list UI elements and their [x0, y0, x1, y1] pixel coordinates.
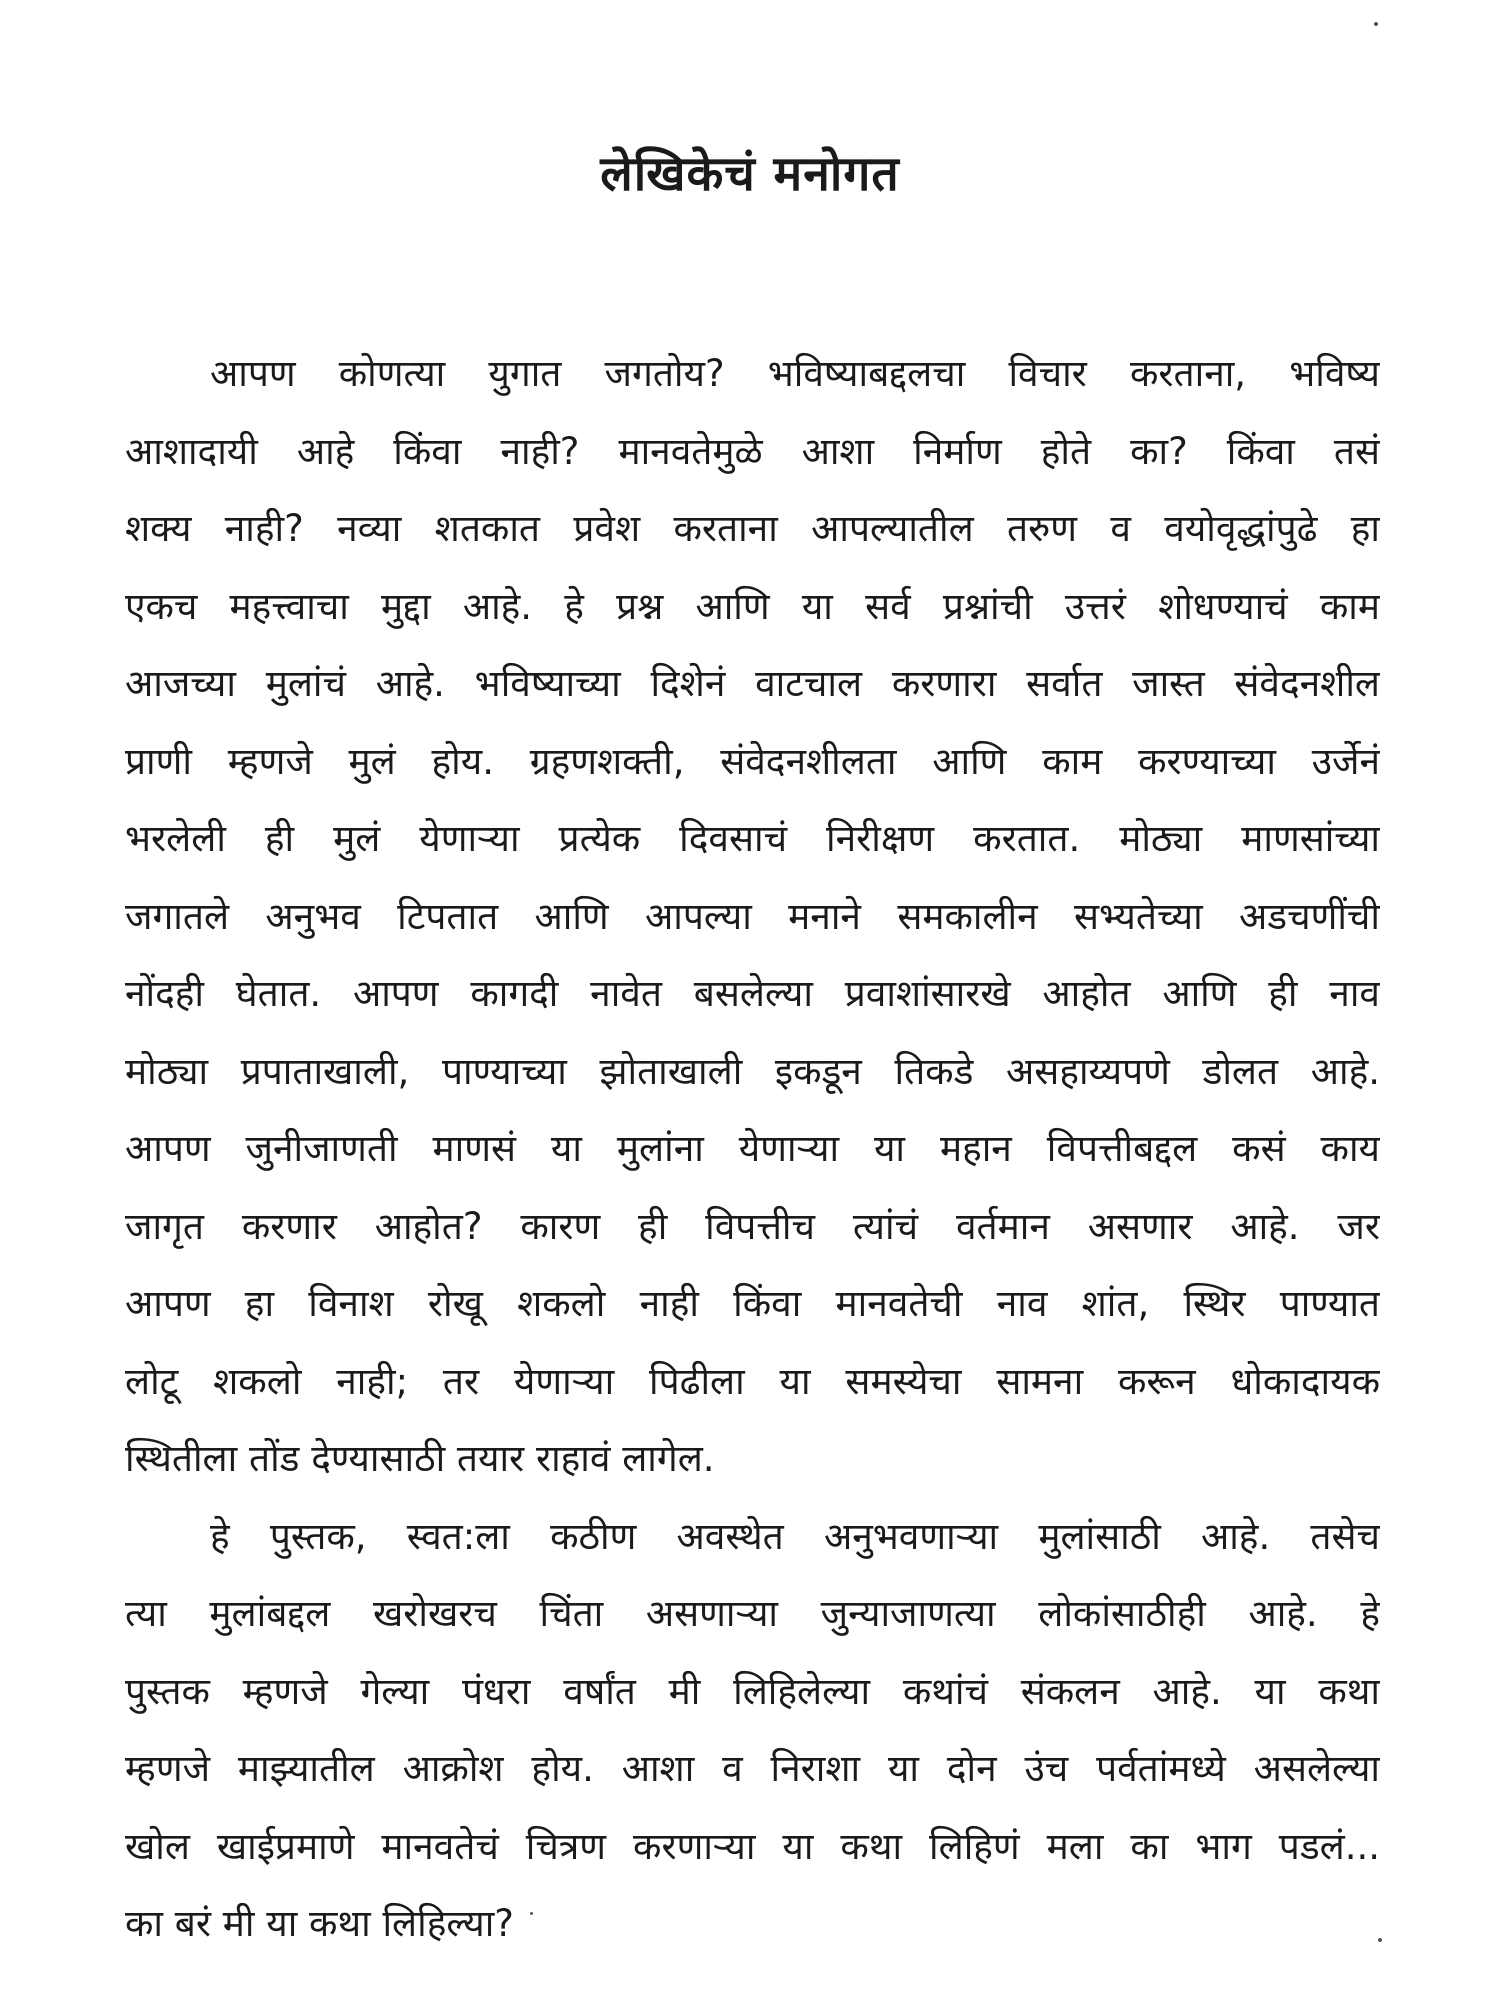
scan-speck: [1374, 22, 1378, 26]
body-text: [125, 335, 1380, 1963]
text-line: नोंदही घेतात. आपण कागदी नावेत बसलेल्या प्रवाशांसारखे आहोत आणि ही नाव: [125, 972, 1380, 1015]
text-line: भरलेली ही मुलं येणाऱ्या प्रत्येक दिवसाचं निरीक्षण करतात. मोठ्या माणसांच्या: [125, 817, 1380, 860]
text-line: का बरं मी या कथा लिहिल्या?: [125, 1902, 514, 1945]
text-line: जागृत करणार आहोत? कारण ही विपत्तीच त्यांचं वर्तमान असणार आहे. जर: [125, 1204, 1380, 1248]
scan-speck: [1378, 1938, 1382, 1942]
text-line: मोठ्या प्रपाताखाली, पाण्याच्या झोताखाली इकडून तिकडे असहाय्यपणे डोलत आहे.: [125, 1049, 1380, 1093]
text-line: एकच महत्त्वाचा मुद्दा आहे. हे प्रश्न आणि या सर्व प्रश्नांची उत्तरं शोधण्याचं काम: [125, 584, 1380, 628]
text-line: हे पुस्तक, स्वत:ला कठीण अवस्थेत अनुभवणाऱ्या मुलांसाठी आहे. तसेच: [210, 1514, 1380, 1558]
text-line: पुस्तक म्हणजे गेल्या पंधरा वर्षांत मी लिहिलेल्या कथांचं संकलन आहे. या कथा: [125, 1669, 1380, 1713]
text-line: जगातले अनुभव टिपतात आणि आपल्या मनाने समकालीन सभ्यतेच्या अडचणींची: [125, 894, 1380, 938]
text-line: त्या मुलांबद्दल खरोखरच चिंता असणाऱ्या जुन्याजाणत्या लोकांसाठीही आहे. हे: [125, 1592, 1380, 1635]
text-line: आशादायी आहे किंवा नाही? मानवतेमुळे आशा निर्माण होते का? किंवा तसं: [125, 429, 1380, 473]
page-title: लेखिकेचं मनोगत: [600, 146, 900, 202]
paragraph-1: [125, 335, 1380, 1498]
text-line: प्राणी म्हणजे मुलं होय. ग्रहणशक्ती, संवेदनशीलता आणि काम करण्याच्या उर्जेनं: [125, 739, 1380, 783]
scan-speck: [530, 1912, 533, 1915]
text-line: आपण जुनीजाणती माणसं या मुलांना येणाऱ्या या महान विपत्तीबद्दल कसं काय: [125, 1127, 1380, 1170]
text-line: शक्य नाही? नव्या शतकात प्रवेश करताना आपल्यातील तरुण व वयोवृद्धांपुढे हा: [125, 507, 1380, 550]
text-line: आपण कोणत्या युगात जगतोय? भविष्याबद्दलचा विचार करताना, भविष्य: [210, 352, 1380, 395]
text-line: लोटू शकलो नाही; तर येणाऱ्या पिढीला या समस्येचा सामना करून धोकादायक: [125, 1359, 1380, 1403]
text-line: स्थितीला तोंड देण्यासाठी तयार राहावं लागेल.: [125, 1437, 715, 1480]
text-line: खोल खाईप्रमाणे मानवतेचं चित्रण करणाऱ्या या कथा लिहिणं मला का भाग पडलं...: [125, 1824, 1380, 1868]
text-line: म्हणजे माझ्यातील आक्रोश होय. आशा व निराशा या दोन उंच पर्वतांमध्ये असलेल्या: [125, 1747, 1380, 1790]
text-line: आपण हा विनाश रोखू शकलो नाही किंवा मानवतेची नाव शांत, स्थिर पाण्यात: [125, 1282, 1380, 1325]
paragraph-2: [125, 1498, 1380, 1963]
text-line: आजच्या मुलांचं आहे. भविष्याच्या दिशेनं वाटचाल करणारा सर्वात जास्त संवेदनशील: [125, 662, 1380, 705]
